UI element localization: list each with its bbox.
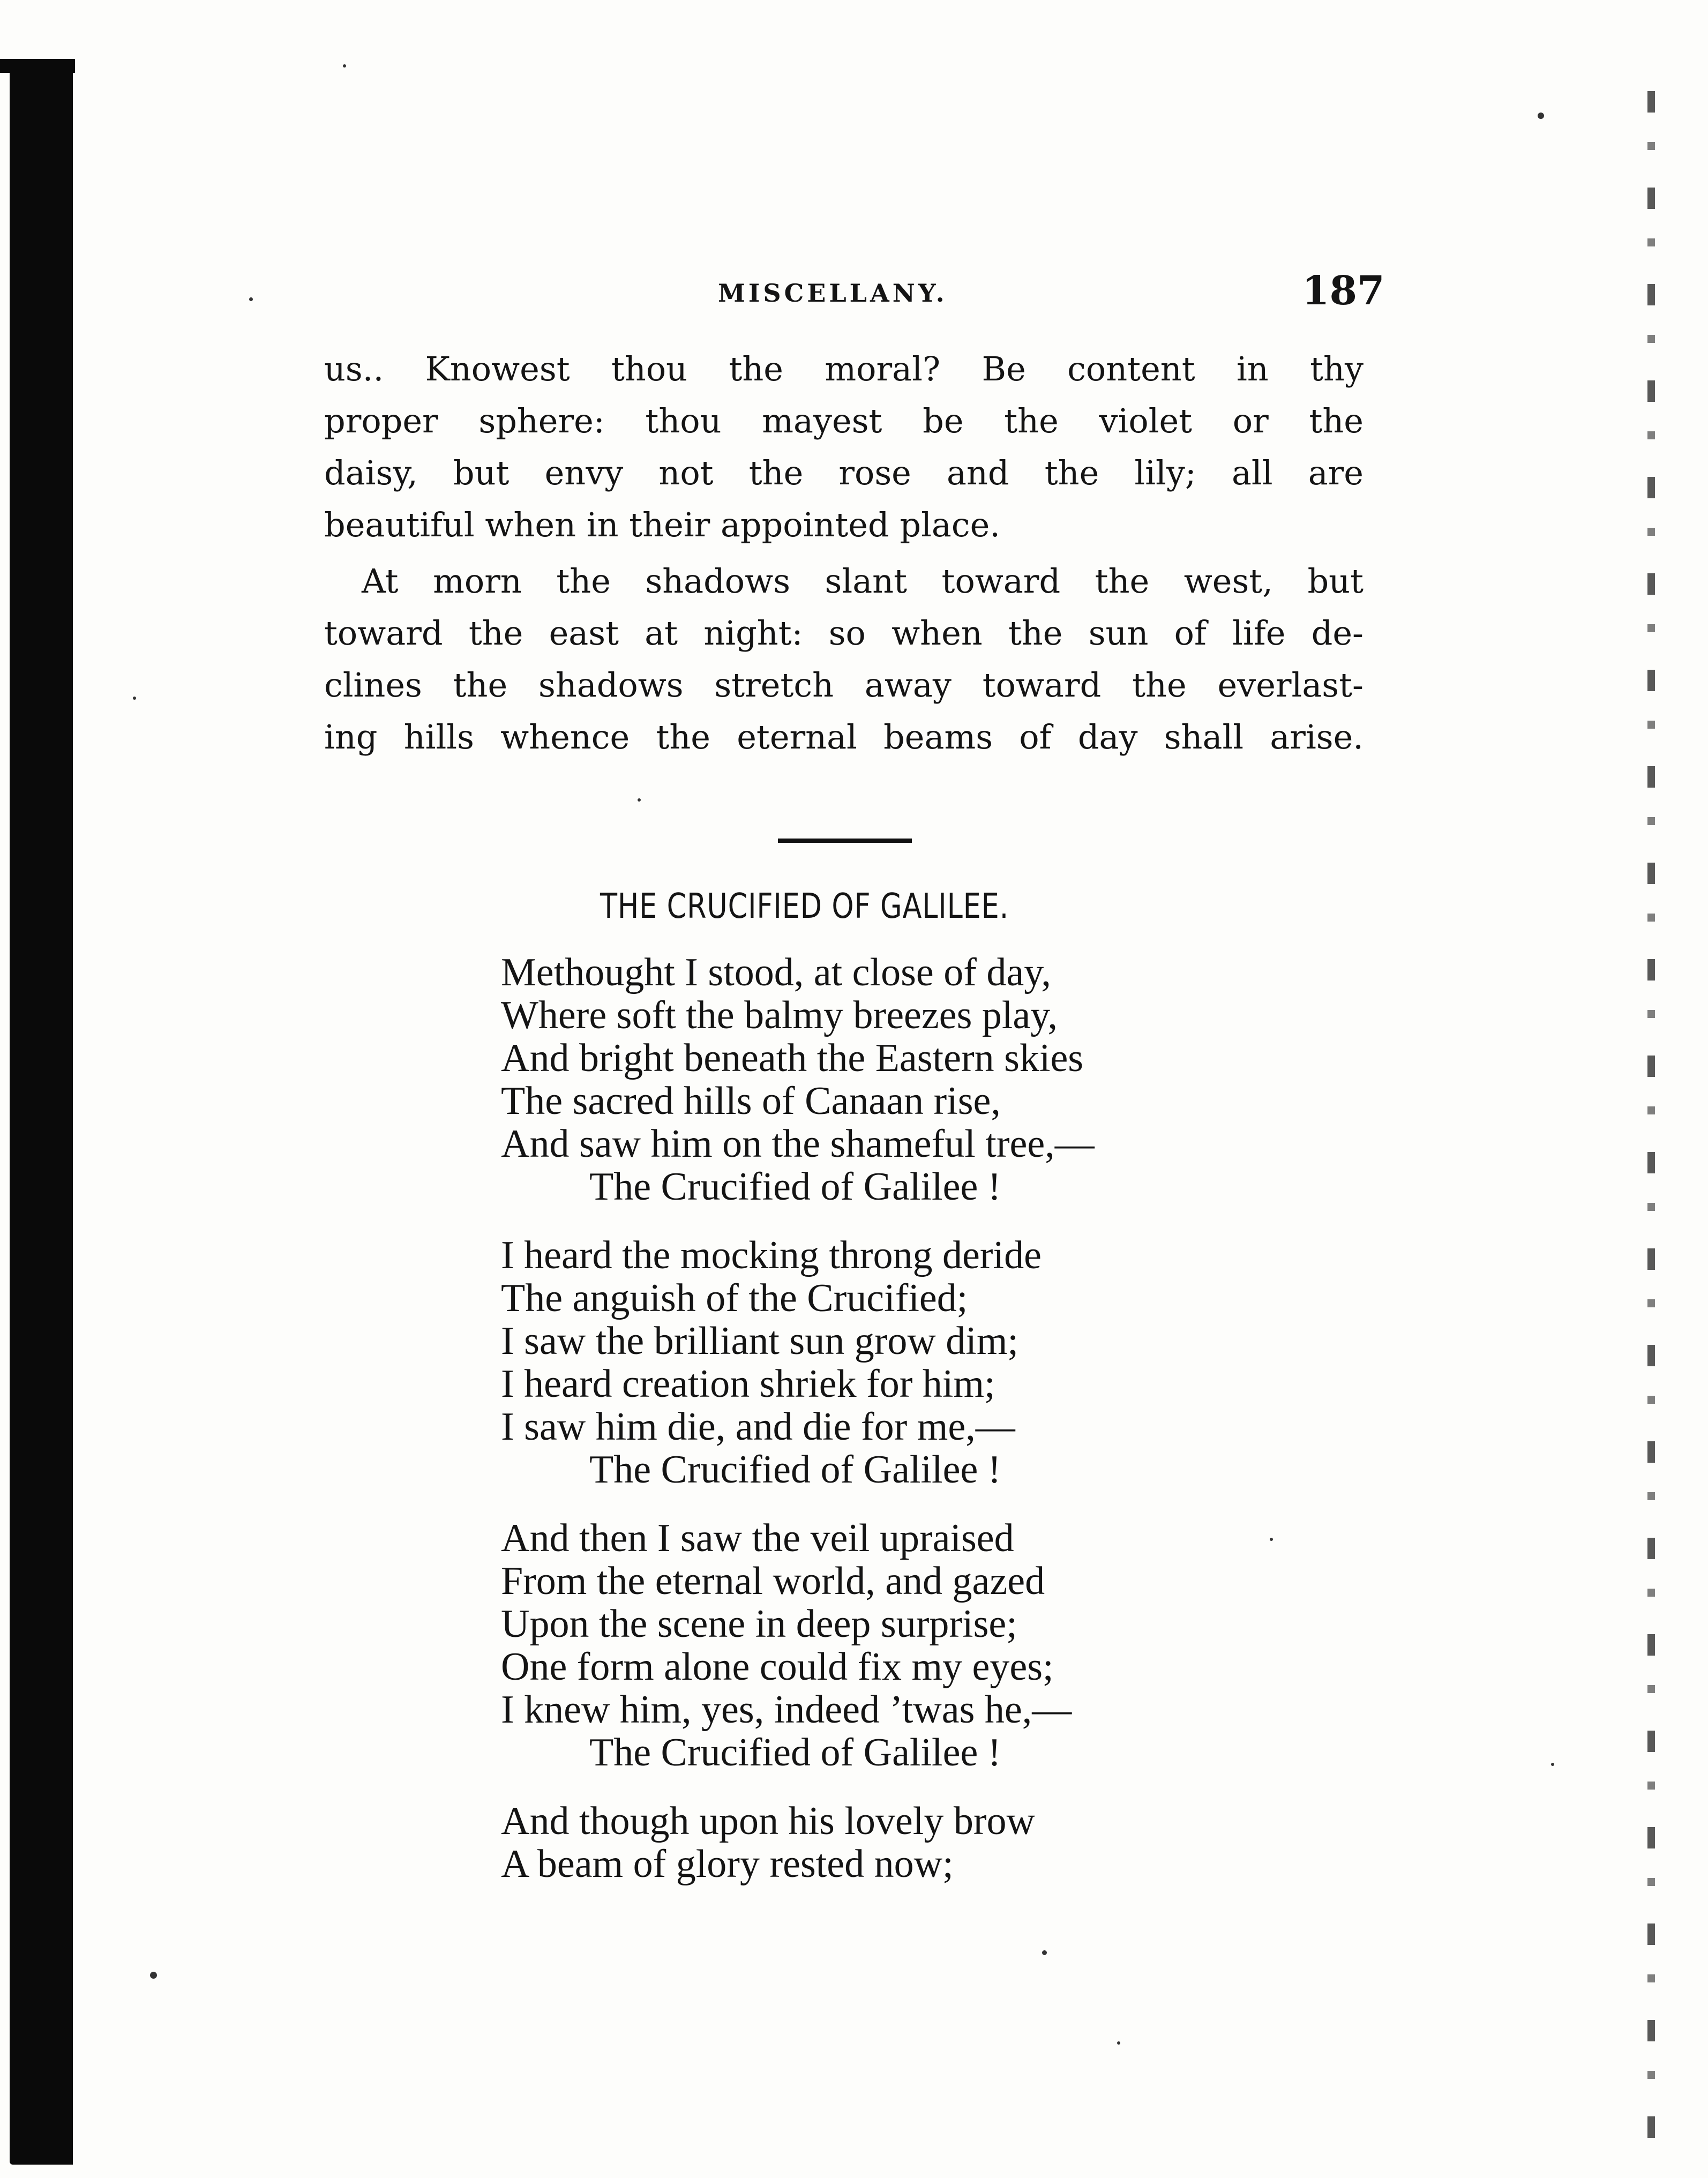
- verse-line: Where soft the balmy breezes play,: [501, 993, 1058, 1037]
- verse-line: Methought I stood, at close of day,: [501, 950, 1051, 994]
- stanza-4: [501, 1800, 1095, 1885]
- page-number: 187: [1302, 268, 1385, 314]
- scan-speck: [133, 697, 136, 700]
- prose-line: us.. Knowest thou the moral? Be content in thy: [324, 349, 1364, 388]
- running-head: MISCELLANY.: [718, 279, 948, 308]
- scan-speck: [343, 64, 346, 68]
- refrain-line: The Crucified of Galilee !: [589, 1731, 1001, 1775]
- prose-block: [324, 343, 1364, 763]
- verse-line: From the eternal world, and gazed: [501, 1559, 1045, 1603]
- stanza-2: [501, 1234, 1095, 1491]
- scan-speck: [1538, 113, 1544, 119]
- prose-line: At morn the shadows slant toward the west, but: [362, 562, 1364, 601]
- section-divider: [778, 839, 912, 843]
- verse-line: And though upon his lovely brow: [501, 1799, 1035, 1843]
- verse-line: The sacred hills of Canaan rise,: [501, 1079, 1001, 1123]
- prose-line: daisy, but envy not the rose and the lily; all are: [324, 453, 1364, 492]
- verse-line: The anguish of the Crucified;: [501, 1276, 968, 1320]
- verse-line: Upon the scene in deep surprise;: [501, 1602, 1017, 1646]
- paragraph-1: [324, 343, 1364, 551]
- paragraph-2: [324, 555, 1364, 763]
- scan-speck: [249, 297, 253, 301]
- scan-speck: [150, 1972, 157, 1979]
- scan-speck: [1117, 2041, 1120, 2045]
- scan-speck: [1551, 1763, 1554, 1766]
- refrain-line: The Crucified of Galilee !: [589, 1165, 1001, 1209]
- verse-line: I heard creation shriek for him;: [501, 1362, 995, 1406]
- scan-speck: [1042, 1950, 1047, 1955]
- verse-line: And bright beneath the Eastern skies: [501, 1036, 1084, 1080]
- refrain-line: The Crucified of Galilee !: [589, 1448, 1001, 1492]
- verse-line: I knew him, yes, indeed ’twas he,—: [501, 1688, 1072, 1732]
- prose-line: beautiful when in their appointed place.: [324, 505, 1000, 544]
- page-edge-marks: [1647, 91, 1655, 2154]
- verse-line: And saw him on the shameful tree,—: [501, 1122, 1095, 1166]
- spine-shadow: [10, 59, 73, 2165]
- verse-line: One form alone could fix my eyes;: [501, 1645, 1054, 1689]
- verse-line: I heard the mocking throng deride: [501, 1233, 1042, 1277]
- prose-line: ing hills whence the eternal beams of day shall arise.: [324, 717, 1364, 757]
- poem-title: THE CRUCIFIED OF GALILEE.: [600, 887, 1009, 926]
- poem: [501, 951, 1095, 1911]
- verse-line: A beam of glory rested now;: [501, 1842, 954, 1886]
- scan-speck: [638, 798, 641, 802]
- stanza-3: [501, 1517, 1095, 1774]
- verse-line: And then I saw the veil upraised: [501, 1516, 1014, 1560]
- prose-line: proper sphere: thou mayest be the violet or the: [324, 401, 1364, 440]
- scan-speck: [1270, 1538, 1273, 1541]
- verse-line: I saw him die, and die for me,—: [501, 1405, 1015, 1449]
- prose-line: clines the shadows stretch away toward the everlast-: [324, 665, 1364, 705]
- prose-line: toward the east at night: so when the sun of life de-: [324, 613, 1364, 653]
- stanza-1: [501, 951, 1095, 1208]
- verse-line: I saw the brilliant sun grow dim;: [501, 1319, 1018, 1363]
